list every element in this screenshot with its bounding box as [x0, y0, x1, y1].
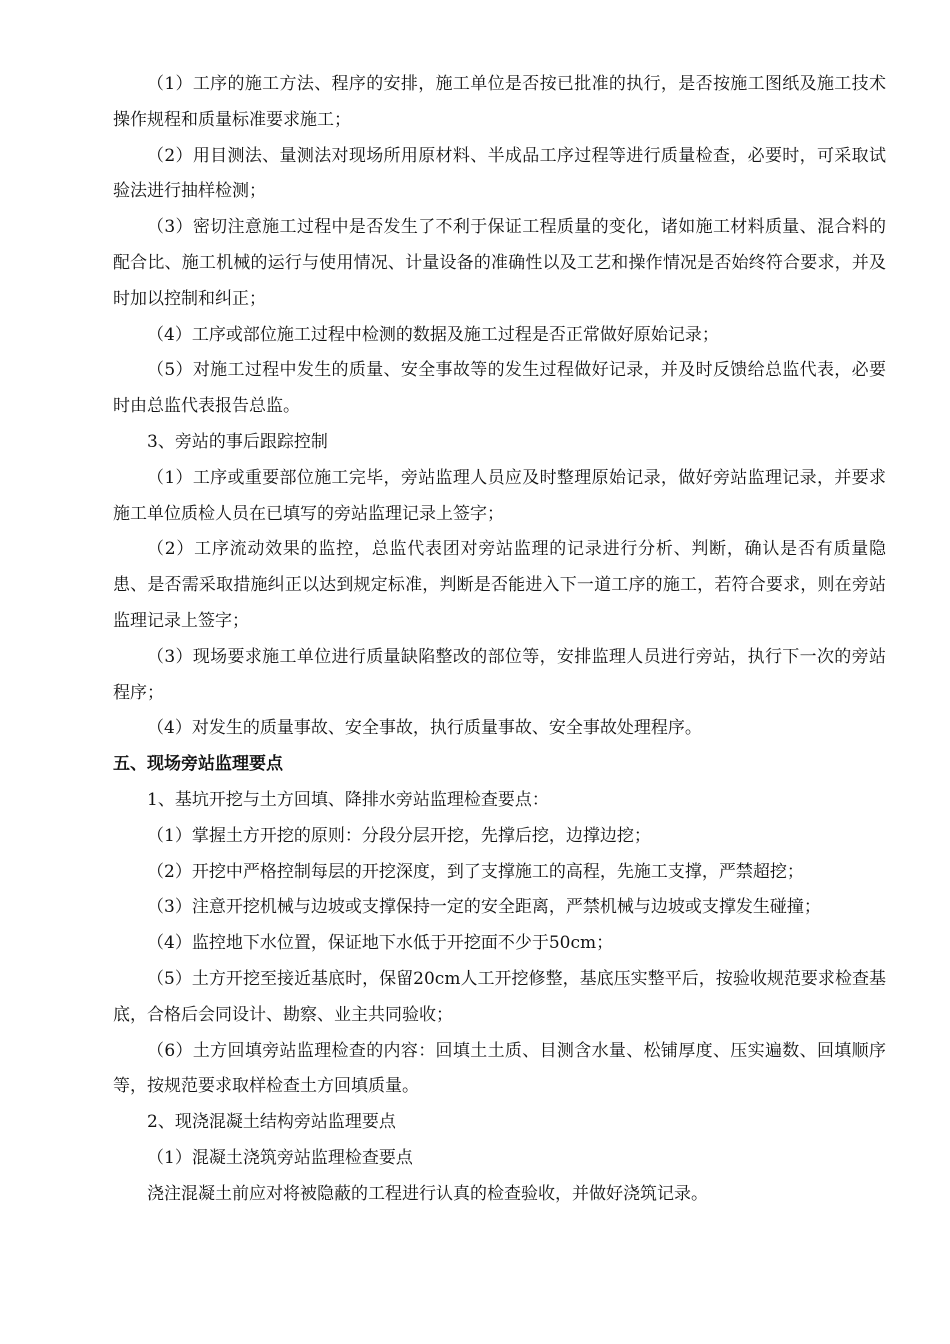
subheading-cast-in-place-concrete: 2、现浇混凝土结构旁站监理要点 — [147, 1112, 396, 1133]
paragraph-3-2-depth-control: （2）开挖中严格控制每层的开挖深度，到了支撑施工的高程，先施工支撑，严禁超挖； — [147, 861, 804, 882]
subheading-followup-control: 3、旁站的事后跟踪控制 — [147, 431, 328, 452]
paragraph-3-3-safe-distance: （3）注意开挖机械与边坡或支撑保持一定的安全距离，严禁机械与边坡或支撑发生碰撞； — [147, 897, 821, 918]
paragraph-2-4-accident-procedure: （4）对发生的质量事故、安全事故，执行质量事故、安全事故处理程序。 — [147, 718, 702, 739]
paragraph-concealed-works-check: 浇注混凝土前应对将被隐蔽的工程进行认真的检查验收，并做好浇筑记录。 — [147, 1183, 708, 1204]
subheading-excavation-backfill: 1、基坑开挖与土方回填、降排水旁站监理检查要点： — [147, 789, 549, 810]
paragraph-1-3-quality-changes: （3）密切注意施工过程中是否发生了不利于保证工程质量的变化，诸如施工材料质量、混合料的配合比、施工机械的运行与使用情况、计量设备的准确性以及工艺和操作情况是否始终符合要求，并及时加以控制和纠正； — [113, 217, 886, 309]
paragraph-1-5-accident-records: （5）对施工过程中发生的质量、安全事故等的发生过程做好记录，并及时反馈给总监代表，必要时由总监代表报告总监。 — [113, 360, 886, 417]
paragraph-1-4-original-records: （4）工序或部位施工过程中检测的数据及施工过程是否正常做好原始记录； — [147, 324, 719, 345]
paragraph-3-6-backfill-inspection: （6）土方回填旁站监理检查的内容：回填土土质、目测含水量、松铺厚度、压实遍数、回填顺序等，按规范要求取样检查土方回填质量。 — [113, 1040, 886, 1097]
paragraph-3-1-excavation-principle: （1）掌握土方开挖的原则：分段分层开挖，先撑后挖，边撑边挖； — [147, 825, 651, 846]
paragraph-3-5-manual-trimming: （5）土方开挖至接近基底时，保留20cm人工开挖修整，基底压实整平后，按验收规范要求检查基底，合格后会同设计、勘察、业主共同验收； — [113, 968, 886, 1025]
paragraph-1-2-visual-inspection: （2）用目测法、量测法对现场所用原材料、半成品工序过程等进行质量检查，必要时，可采取试验法进行抽样检测； — [113, 145, 886, 202]
paragraph-4-1-concrete-pouring: （1）混凝土浇筑旁站监理检查要点 — [147, 1147, 413, 1168]
paragraph-2-1-organize-records: （1）工序或重要部位施工完毕，旁站监理人员应及时整理原始记录，做好旁站监理记录，并要求施工单位质检人员在已填写的旁站监理记录上签字； — [113, 467, 886, 524]
section-heading-five: 五、现场旁站监理要点 — [113, 754, 283, 775]
paragraph-2-2-effect-monitoring: （2）工序流动效果的监控，总监代表团对旁站监理的记录进行分析、判断，确认是否有质量隐患、是否需采取措施纠正以达到规定标准，判断是否能进入下一道工序的施工，若符合要求，则在旁站监理记录上签字； — [113, 539, 886, 631]
paragraph-3-4-groundwater: （4）监控地下水位置，保证地下水低于开挖面不少于50cm； — [147, 933, 614, 954]
paragraph-2-3-defect-rectification: （3）现场要求施工单位进行质量缺陷整改的部位等，安排监理人员进行旁站，执行下一次的旁站程序； — [113, 646, 886, 703]
paragraph-1-1-process-method: （1）工序的施工方法、程序的安排，施工单位是否按已批准的执行，是否按施工图纸及施工技术操作规程和质量标准要求施工； — [113, 74, 886, 130]
